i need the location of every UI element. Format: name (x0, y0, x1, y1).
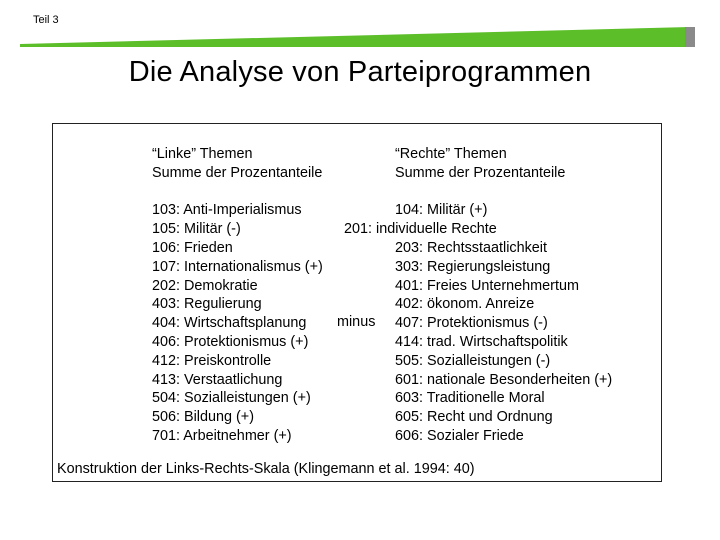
right-item: 605: Recht und Ordnung (395, 409, 553, 426)
left-item: 506: Bildung (+) (152, 409, 254, 426)
right-item: 414: trad. Wirtschaftspolitik (395, 333, 568, 350)
figure-box (52, 123, 662, 482)
header-rule-gray-shadow (685, 27, 695, 47)
figure-caption: Konstruktion der Links-Rechts-Skala (Klingemann et al. 1994: 40) (57, 461, 475, 477)
right-item: 603: Traditionelle Moral (395, 390, 545, 407)
right-header-line-1: “Rechte” Themen (395, 146, 507, 162)
left-column (152, 145, 323, 446)
right-header-line-2: Summe der Prozentanteile (395, 164, 566, 181)
right-item: 407: Protektionismus (-) (395, 315, 548, 332)
left-item: 404: Wirtschaftsplanung (152, 315, 307, 332)
slide-label: Teil 3 (33, 14, 59, 26)
right-item: 505: Sozialleistungen (-) (395, 352, 551, 369)
right-item: 601: nationale Besonderheiten (+) (395, 371, 613, 388)
right-item: 303: Regierungsleistung (395, 258, 551, 275)
left-item: 413: Verstaatlichung (152, 371, 283, 388)
header-rule (0, 0, 720, 60)
left-item: 202: Demokratie (152, 277, 258, 294)
operator-minus: minus (337, 314, 376, 330)
left-item: 406: Protektionismus (+) (152, 333, 309, 350)
left-item: 412: Preiskontrolle (152, 352, 272, 369)
left-item: 701: Arbeitnehmer (+) (152, 427, 292, 444)
middle-item: 201: individuelle Rechte (344, 221, 497, 237)
left-item: 504: Sozialleistungen (+) (152, 390, 311, 407)
left-item: 106: Frieden (152, 239, 233, 256)
left-header-line-2: Summe der Prozentanteile (152, 164, 323, 181)
right-item: 402: ökonom. Anreize (395, 296, 535, 313)
right-item: 401: Freies Unternehmertum (395, 277, 579, 294)
left-header-line-1: “Linke” Themen (152, 146, 253, 162)
right-item: 203: Rechtsstaatlichkeit (395, 239, 547, 256)
right-item: 104: Militär (+) (395, 202, 488, 219)
right-item: 606: Sozialer Friede (395, 427, 524, 444)
right-column (395, 145, 612, 446)
slide-title: Die Analyse von Parteiprogrammen (128, 56, 592, 88)
left-item: 107: Internationalismus (+) (152, 258, 323, 275)
left-item: 403: Regulierung (152, 296, 262, 313)
header-rule-green-bar (20, 27, 690, 47)
left-item: 105: Militär (-) (152, 221, 241, 238)
left-item: 103: Anti-Imperialismus (152, 202, 302, 219)
right-item (395, 220, 612, 239)
